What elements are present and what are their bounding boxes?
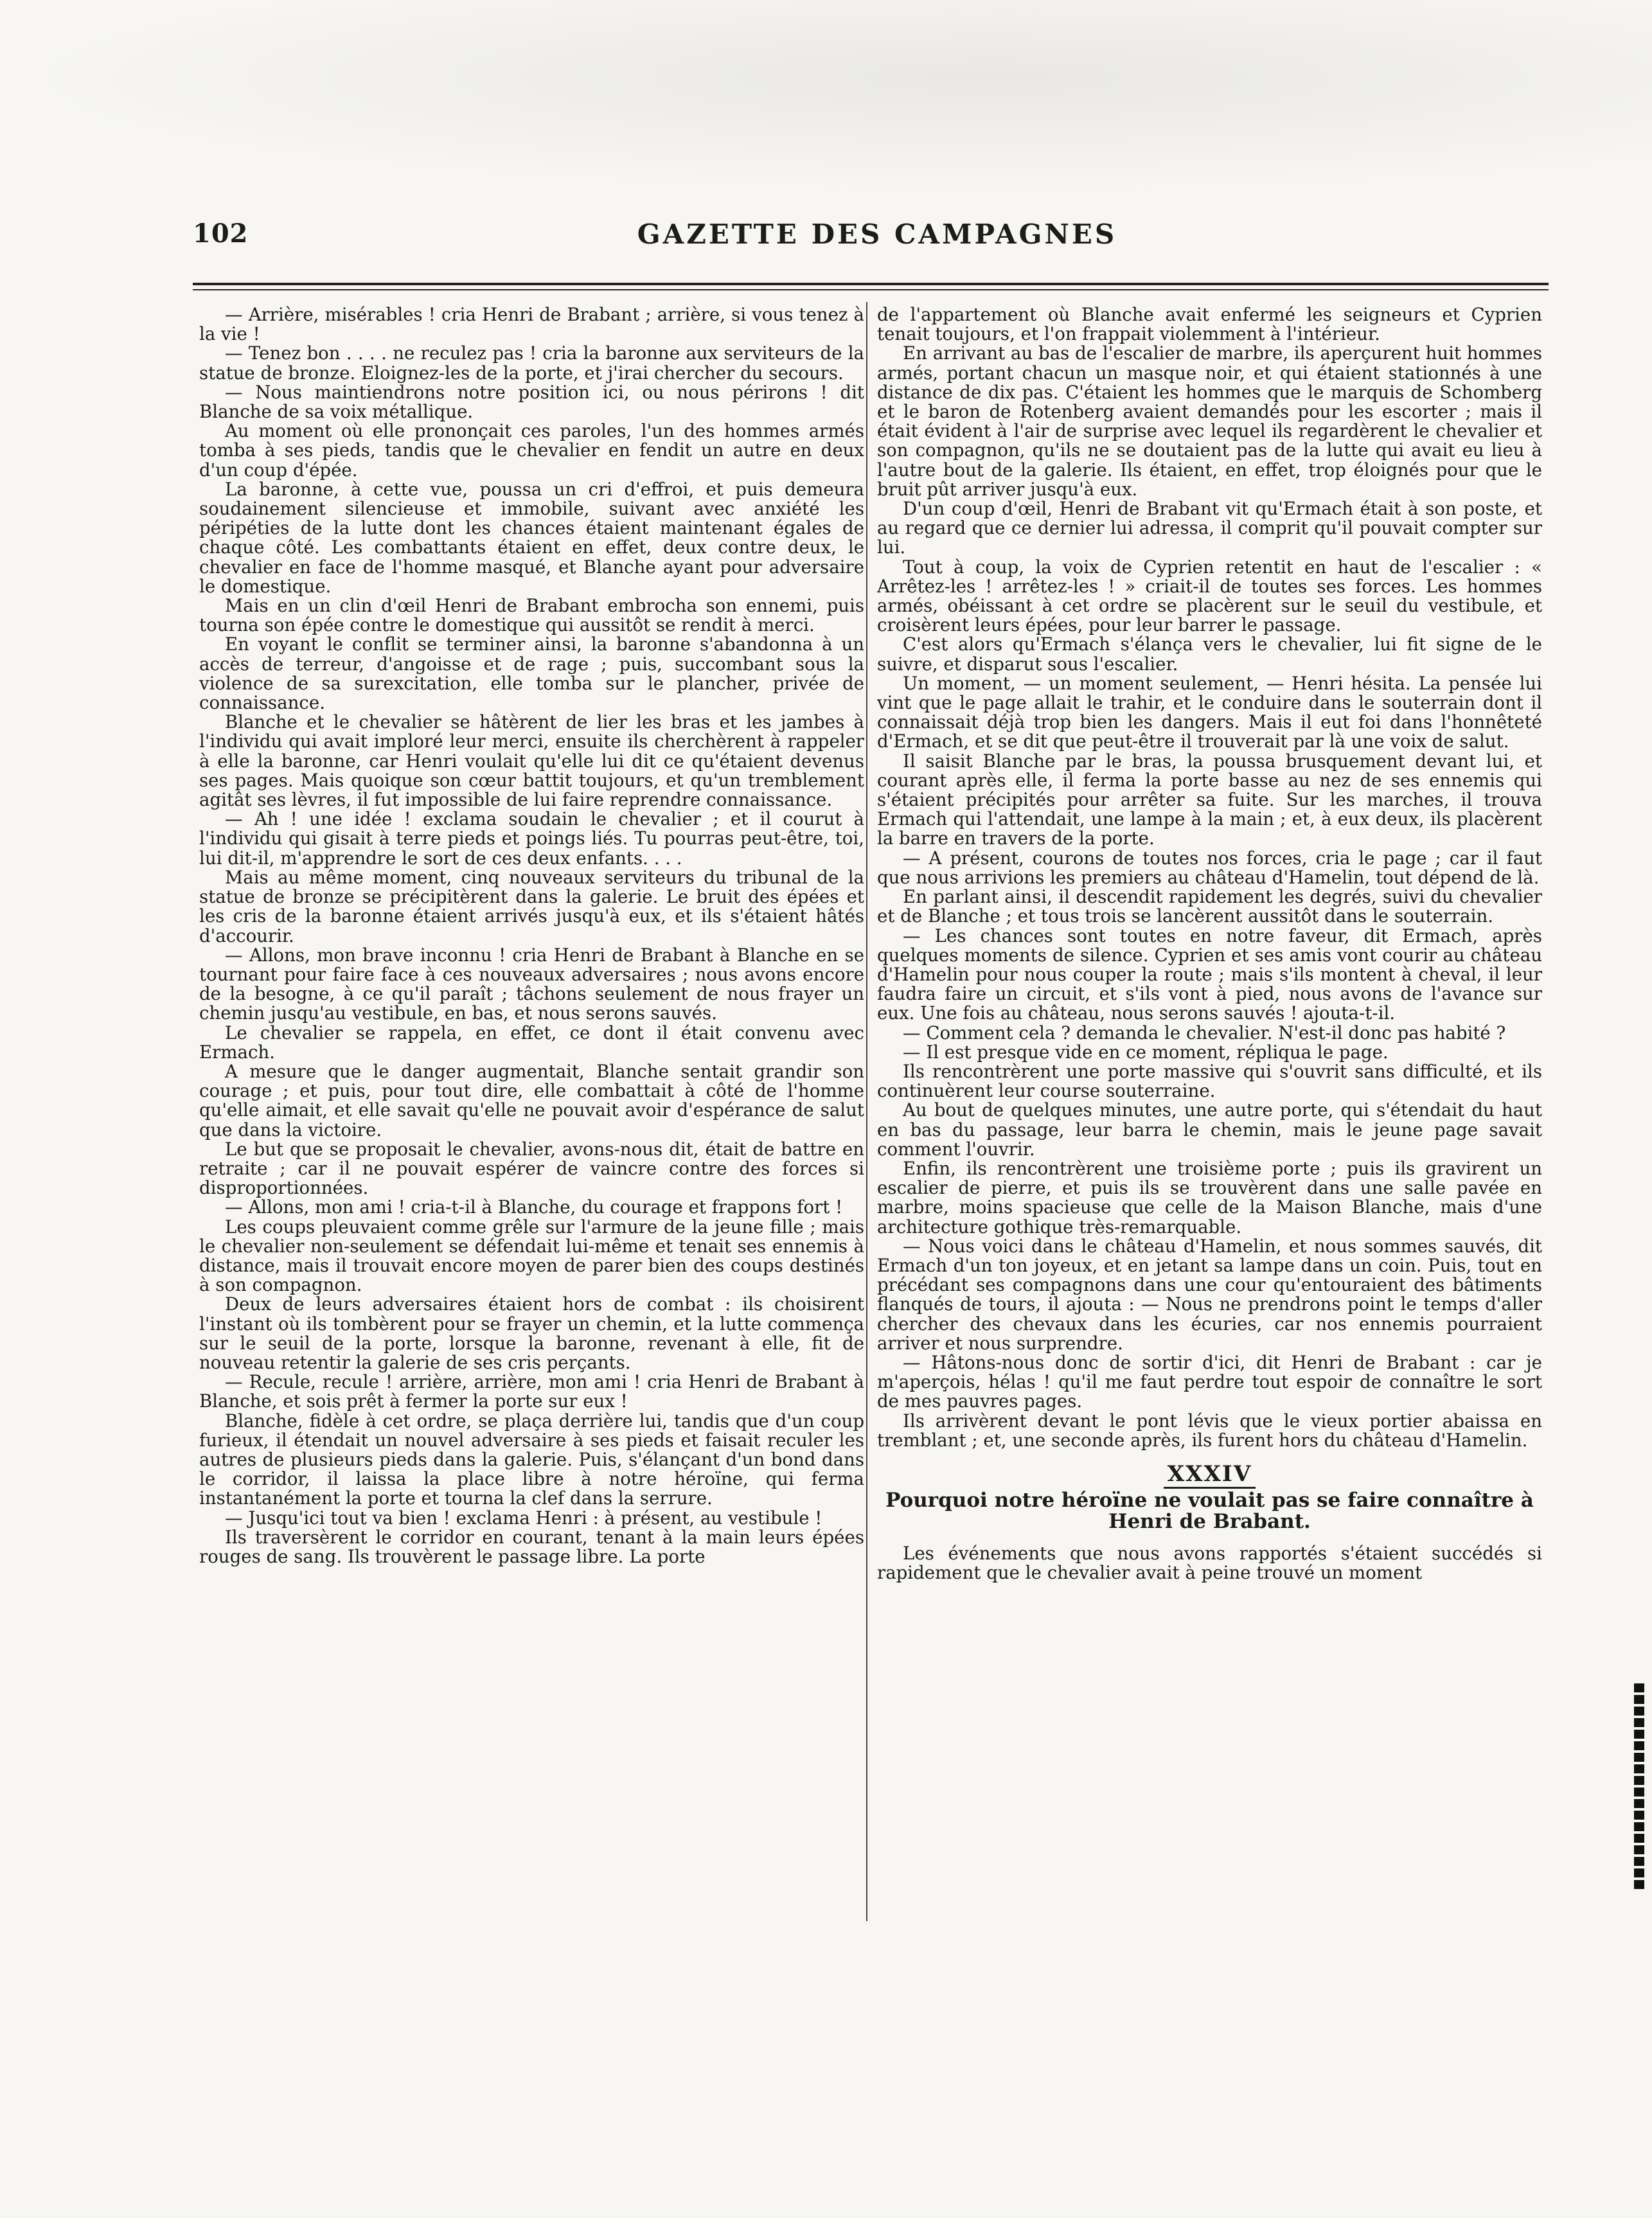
paragraph: Tout à coup, la voix de Cyprien retentit en haut de l'escalier : « Arrêtez-les ! arrêtez-les ! » criait-il de toutes ses forces. Les hommes armés, obéissant à cet ordre se placèrent sur le seuil du vestibule, et croisèrent leurs épées, pour leur barrer le passage. xyxy=(877,556,1542,636)
paragraph: — Allons, mon ami ! cria-t-il à Blanche, du courage et frappons fort ! xyxy=(225,1196,843,1218)
scan-noise xyxy=(0,0,1652,193)
paragraph: — Allons, mon brave inconnu ! cria Henri de Brabant à Blanche en se tournant pour faire face à ces nouveaux adversaires ; nous avons encore de la besogne, à ce qu'il paraît ; tâchons seulement de nous frayer un chemin jusqu'au vestibule, en bas, et nous serons sauvés. xyxy=(199,944,864,1024)
left-column xyxy=(199,305,864,1566)
page-header xyxy=(193,218,1561,257)
paragraph: Les événements que nous avons rapportés s'étaient succédés si rapidement que le chevalier avait à peine trouvé un moment xyxy=(877,1543,1542,1584)
paragraph: A mesure que le danger augmentait, Blanche sentait grandir son courage ; et puis, pour tout dire, elle combattait à côté de l'homme qu'elle aimait, et elle savait qu'elle ne pouvait avoir d'espérance de salut que dans la victoire. xyxy=(199,1060,864,1140)
paragraph: — Nous voici dans le château d'Hamelin, et nous sommes sauvés, dit Ermach d'un ton joyeux, et en jetant sa lampe dans un coin. Puis, tout en précédant ses compagnons dans une cour qu'entouraient des bâtiments flanqués de tours, il ajouta : — Nous ne prendrons point le temps d'aller chercher des chevaux dans les écuries, car nos ennemis pourraient arriver et nous surprendre. xyxy=(877,1235,1542,1354)
paragraph: Au moment où elle prononçait ces paroles, l'un des hommes armés tomba à ses pieds, tandis que le chevalier en fendit un autre en deux d'un coup d'épée. xyxy=(199,420,864,481)
paragraph: — Arrière, misérables ! cria Henri de Brabant ; arrière, si vous tenez à la vie ! xyxy=(199,304,864,345)
chapter-number-text: XXXIV xyxy=(1164,1461,1256,1489)
running-title: GAZETTE DES CAMPAGNES xyxy=(637,218,1117,250)
paragraph: Mais en un clin d'œil Henri de Brabant embrocha son ennemi, puis tourna son épée contre le domestique qui aussitôt se rendit à merci. xyxy=(199,595,864,636)
paragraph: Au bout de quelques minutes, une autre porte, qui s'étendait du haut en bas du passage, leur barra le chemin, mais le jeune page savait comment l'ouvrir. xyxy=(877,1099,1542,1160)
paragraph: Blanche et le chevalier se hâtèrent de lier les bras et les jambes à l'individu qui avait imploré leur merci, ensuite ils cherchèrent à rappeler à elle la baronne, car Henri voulait qu'elle lui dit ce qu'étaient devenus ses pages. Mais quoique son cœur battit toujours, et qu'un tremblement agitât ses lèvres, il fut impossible de lui faire reprendre connaissance. xyxy=(199,711,864,811)
column-divider xyxy=(866,302,867,1921)
paragraph: Mais au même moment, cinq nouveaux serviteurs du tribunal de la statue de bronze se précipitèrent dans la galerie. Le bruit des épées et les cris de la baronne étaient arrivés jusqu'à eux, et ils s'étaient hâtés d'accourir. xyxy=(199,866,864,946)
paragraph: En voyant le conflit se terminer ainsi, la baronne s'abandonna à un accès de terreur, d'angoisse et de rage ; puis, succombant sous la violence de sa surexcitation, elle tomba sur le plancher, privée de connaissance. xyxy=(199,634,864,714)
paragraph: Un moment, — un moment seulement, — Henri hésita. La pensée lui vint que le page allait le trahir, et le conduire dans le souterrain dont il connaissait déjà trop bien les dangers. Mais il eut foi dans l'honnêteté d'Ermach, et se dit que peut-être il trouverait par là une voix de salut. xyxy=(877,672,1542,752)
scan-margin-mark xyxy=(1634,1683,1644,1889)
paragraph: Ils rencontrèrent une porte massive qui s'ouvrit sans difficulté, et ils continuèrent leur course souterraine. xyxy=(877,1060,1542,1102)
paragraph: En parlant ainsi, il descendit rapidement les degrés, suivi du chevalier et de Blanche ; et tous trois se lancèrent aussitôt dans le souterrain. xyxy=(877,886,1542,927)
paragraph: — Hâtons-nous donc de sortir d'ici, dit Henri de Brabant : car je m'aperçois, hélas ! qu'il me faut perdre tout espoir de connaître le sort de mes pauvres pages. xyxy=(877,1351,1542,1412)
paragraph: — Comment cela ? demanda le chevalier. N'est-il donc pas habité ? xyxy=(903,1022,1506,1043)
paragraph: Enfin, ils rencontrèrent une troisième porte ; puis ils gravirent un escalier de pierre, et puis ils se trouvèrent dans une salle pavée en marbre, moins spacieuse que celle de la Maison Blanche, mais d'une architecture gothique très-remarquable. xyxy=(877,1157,1542,1238)
paragraph: Deux de leurs adversaires étaient hors de combat : ils choisirent l'instant où ils tombèrent pour se frayer un chemin, et la lutte commença sur le seuil de la porte, lorsque la baronne, revenant à elle, fit de nouveau retentir la galerie de ses cris perçants. xyxy=(199,1293,864,1373)
paragraph: Le chevalier se rappela, en effet, ce dont il était convenu avec Ermach. xyxy=(199,1022,864,1063)
paragraph: Ils traversèrent le corridor en courant, tenant à la main leurs épées rouges de sang. Ils trouvèrent le passage libre. La porte xyxy=(199,1526,864,1567)
paragraph: — A présent, courons de toutes nos forces, cria le page ; car il faut que nous arrivions les premiers au château d'Hamelin, tout dépend de là. xyxy=(877,847,1542,888)
chapter-title: Pourquoi notre héroïne ne voulait pas se faire connaître à Henri de Brabant. xyxy=(885,1489,1534,1534)
paragraph: C'est alors qu'Ermach s'élança vers le chevalier, lui fit signe de le suivre, et disparut sous l'escalier. xyxy=(877,634,1542,675)
paragraph: — Jusqu'ici tout va bien ! exclama Henri : à présent, au vestibule ! xyxy=(225,1507,822,1529)
paragraph: D'un coup d'œil, Henri de Brabant vit qu'Ermach était à son poste, et au regard que ce dernier lui adressa, il comprit qu'il pouvait compter sur lui. xyxy=(877,498,1542,558)
paragraph: Il saisit Blanche par le bras, la poussa brusquement devant lui, et courant après elle, il ferma la porte basse au nez de ses ennemis qui s'étaient précipités pour arrêter sa fuite. Sur les marches, il trouva Ermach qui l'attendait, une lampe à la main ; et, à eux deux, ils placèrent la barre en travers de la porte. xyxy=(877,750,1542,849)
paragraph: Ils arrivèrent devant le pont lévis que le vieux portier abaissa en tremblant ; et, une seconde après, ils furent hors du château d'Hamelin. xyxy=(877,1410,1542,1451)
header-rule-thick xyxy=(193,283,1549,285)
page-number: 102 xyxy=(193,218,249,249)
paragraph: — Il est presque vide en ce moment, répliqua le page. xyxy=(903,1041,1389,1063)
paragraph: — Recule, recule ! arrière, arrière, mon ami ! cria Henri de Brabant à Blanche, et sois prêt à fermer la porte sur eux ! xyxy=(199,1371,864,1412)
paragraph-continuation: de l'appartement où Blanche avait enfermé les seigneurs et Cyprien tenait toujours, et l'on frappait violemment à l'intérieur. xyxy=(877,304,1542,345)
paragraph: Le but que se proposait le chevalier, avons-nous dit, était de battre en retraite ; car il ne pouvait espérer de vaincre contre des forces si disproportionnées. xyxy=(199,1138,864,1199)
paragraph: En arrivant au bas de l'escalier de marbre, ils aperçurent huit hommes armés, portant chacun un masque noir, et qui étaient stationnés à une distance de dix pas. C'étaient les hommes que le marquis de Schomberg et le baron de Rotenberg avaient demandés pour les escorter ; mais il était évident à l'air de surprise avec lequel ils regardèrent le chevalier et son compagnon, qu'ils ne se doutaient pas de la lutte qui avait eu lieu à l'autre bout de la galerie. Ils étaient, en effet, trop éloignés pour que le bruit pût arriver jusqu'à eux. xyxy=(877,342,1542,500)
paragraph: — Tenez bon . . . . ne reculez pas ! cria la baronne aux serviteurs de la statue de bronze. Eloignez-les de la porte, et j'irai chercher du secours. xyxy=(199,342,864,384)
paragraph: Les coups pleuvaient comme grêle sur l'armure de la jeune fille ; mais le chevalier non-seulement se défendait lui-même et tenait ses ennemis à distance, mais il trouvait encore moyen de parer bien des coups destinés à son compagnon. xyxy=(199,1216,864,1296)
paragraph: — Nous maintiendrons notre position ici, ou nous périrons ! dit Blanche de sa voix métallique. xyxy=(199,381,864,423)
paragraph: Blanche, fidèle à cet ordre, se plaça derrière lui, tandis que d'un coup furieux, il étendait un nouvel adversaire à ses pieds et faisait reculer les autres de plusieurs pieds dans la galerie. Puis, s'élançant d'un bond dans le corridor, il laissa la place libre à notre héroïne, qui ferma instantanément la porte et tourna la clef dans la serrure. xyxy=(199,1410,864,1509)
chapter-number xyxy=(877,1460,1542,1487)
paragraph: — Ah ! une idée ! exclama soudain le chevalier ; et il courut à l'individu qui gisait à terre pieds et poings liés. Tu pourras peut-être, toi, lui dit-il, m'apprendre le sort de ces deux enfants. . . . xyxy=(199,808,864,869)
right-column xyxy=(877,305,1542,1583)
paragraph: — Les chances sont toutes en notre faveur, dit Ermach, après quelques moments de silence. Cyprien et ses amis vont courir au château d'Hamelin pour nous couper la route ; mais s'ils montent à cheval, il leur faudra faire un circuit, et s'ils vont à pied, nous avons de l'avance sur eux. Une fois au château, nous serons sauvés ! ajouta-t-il. xyxy=(877,925,1542,1024)
paragraph: La baronne, à cette vue, poussa un cri d'effroi, et puis demeura soudainement silencieuse et immobile, suivant avec anxiété les péripéties de la lutte dont les chances étaient maintenant égales de chaque côté. Les combattants étaient en effet, deux contre deux, le chevalier en face de l'homme masqué, et Blanche ayant pour adversaire le domestique. xyxy=(199,478,864,597)
header-rule-thin xyxy=(193,289,1549,290)
